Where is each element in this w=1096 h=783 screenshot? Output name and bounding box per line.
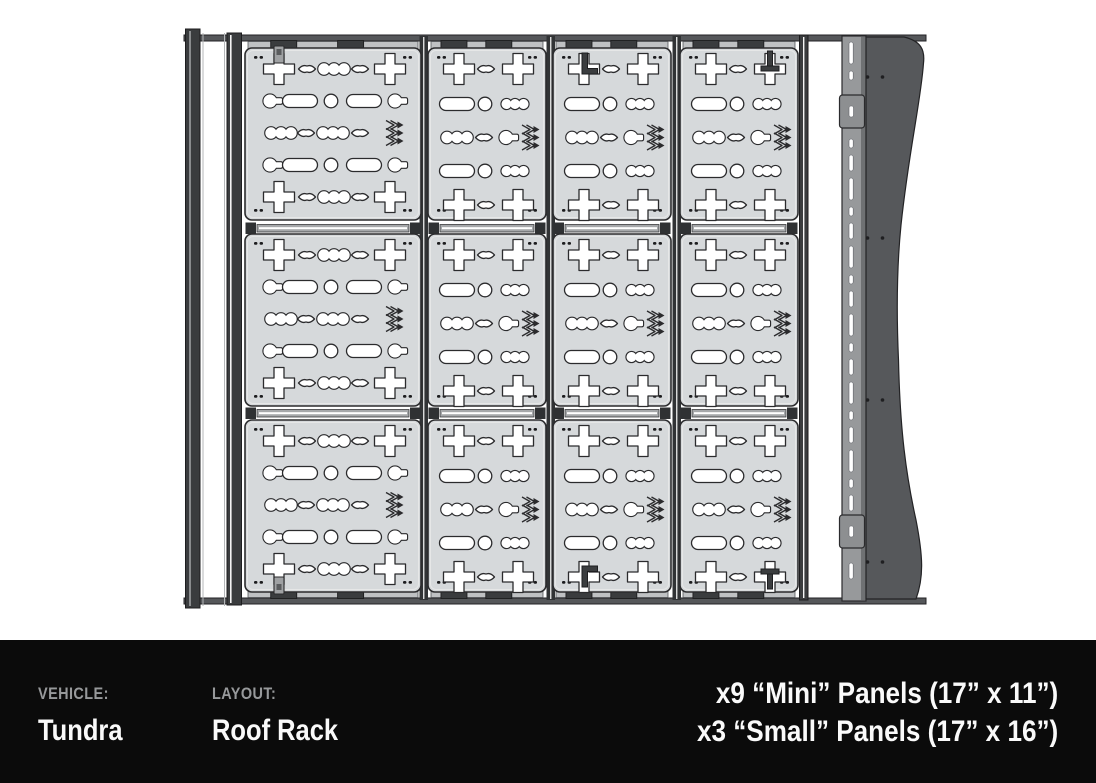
mini-panel-count: x9 “Mini” Panels (17” x 11”) (715, 677, 1058, 710)
footer-bar (0, 640, 1096, 783)
panel-mini (553, 420, 671, 593)
panel-mini (680, 48, 798, 221)
vehicle-value: Tundra (38, 714, 123, 747)
panel-small (245, 420, 421, 592)
panel-small (245, 234, 421, 406)
panel-mini (553, 234, 671, 407)
layout-value: Roof Rack (212, 714, 339, 747)
panel-mini (428, 420, 546, 593)
panel-counts (643, 675, 1058, 751)
panel-mini (553, 48, 671, 221)
layout-info (212, 684, 360, 748)
vehicle-label: VEHICLE: (38, 684, 109, 703)
panel-small (245, 48, 421, 220)
mounting-rail-right (840, 36, 867, 601)
vehicle-info (38, 684, 137, 748)
panel-mini (428, 48, 546, 221)
rail-clamp-top (840, 95, 865, 128)
layout-label: LAYOUT: (212, 684, 277, 703)
wind-fairing (866, 37, 924, 599)
side-rail-left (186, 29, 242, 608)
panel-mini (680, 234, 798, 407)
panel-mini (428, 234, 546, 407)
panel-grid (245, 48, 798, 593)
small-panel-count: x3 “Small” Panels (17” x 16”) (696, 715, 1058, 748)
rail-clamp-bottom (840, 515, 865, 548)
panel-mini (680, 420, 798, 593)
side-rail-right (800, 35, 809, 600)
